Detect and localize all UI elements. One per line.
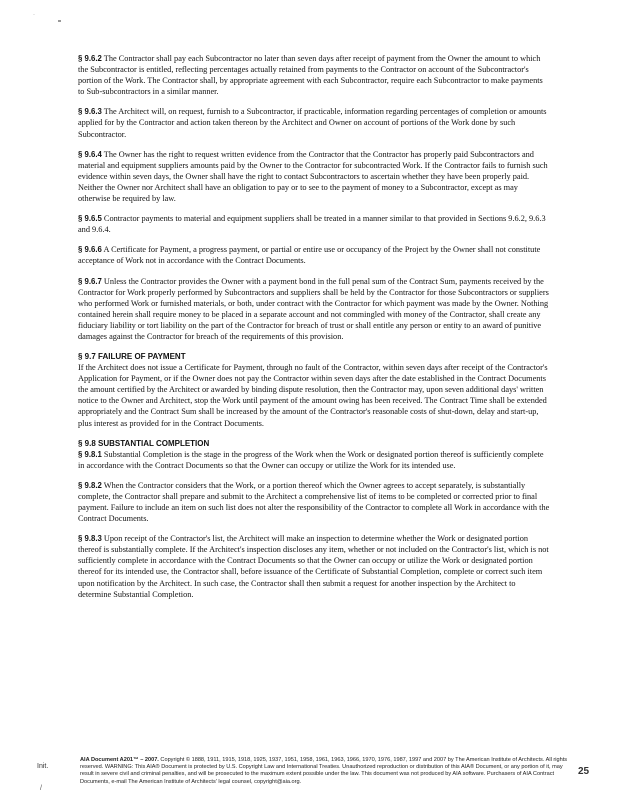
page-number: 25 [578, 766, 590, 777]
footer-text: Copyright © 1888, 1911, 1915, 1918, 1925, 1937, 1951, 1958, 1961, 1963, 1966, 1970, 1976, 1987, 1997 and 2007 by The American Institute of Architects. All rights reserved. WARNING: This AIA® Document is protected by U.S. Copyright Law and International Treaties. Unauthorized reproduction or distribution of this AIA® Document, or any portion of it, may result in severe civil and criminal penalties, and will be prosecuted to the maximum extent possible under the law. This document was not produced by AIA software. Purchasers of AIA Contract Documents, e-mail The American Institute of Architects' legal counsel, copyright@aia.org. [80, 757, 568, 785]
heading-failure-of-payment: § 9.7 FAILURE OF PAYMENT [78, 352, 186, 362]
section-number: § 9.6.6 [78, 245, 102, 255]
section-9-7-text: If the Architect does not issue a Certificate for Payment, through no fault of the Contractor, within seven days after receipt of the Contractor's Application for Payment, or if the Owner does not pay the Contractor within seven days after the date established in the Contract Documents the amount certified by the Architect or awarded by binding dispute resolution, then the Contractor may, upon seven additional days' written notice to the Owner and Architect, stop the Work until payment of the amount owing has been received. The Contract Time shall be extended appropriately and the Contract Sum shall be increased by the amount of the Contractor's reasonable costs of shut-down, delay and start-up, plus interest as provided for in the Contract Documents. [78, 363, 548, 428]
section-9-8-2 [78, 480, 550, 524]
scan-speck [58, 20, 61, 22]
section-text: Unless the Contractor provides the Owner with a payment bond in the full penal sum of the Contract Sum, payments received by the Contractor for Work properly performed by Subcontractors and suppliers shall be held by the Contractor for those Subcontractors or suppliers who performed Work or furnished materials, or both, under contract with the Contractor for which payment was made by the Owner. Nothing contained herein shall require money to be placed in a separate account and not commingled with money of the Contractor, shall create any fiduciary liability or tort liability on the part of the Contractor for breach of trust or shall entitle any person or entity to an award of punitive damages against the Contractor for breach of the requirements of this provision. [78, 276, 549, 341]
section-text: The Owner has the right to request written evidence from the Contractor that the Contractor has properly paid Subcontractors and material and equipment suppliers amounts paid by the Owner to the Contractor for subcontracted Work. If the Contractor fails to furnish such evidence within seven days, the Owner shall have the right to contact Subcontractors to ascertain whether they have been properly paid. Neither the Owner nor Architect shall have an obligation to pay or to see to the payment of money to a Subcontractor, except as may otherwise be required by law. [78, 149, 548, 204]
section-text: When the Contractor considers that the Work, or a portion thereof which the Owner agrees to accept separately, is substantially complete, the Contractor shall prepare and submit to the Architect a comprehensive list of items to be completed or corrected prior to final payment. Failure to include an item on such list does not alter the responsibility of the Contractor to complete all Work in accordance with the Contract Documents. [78, 480, 550, 524]
copyright-footer [80, 757, 572, 786]
initials-label: Init. [37, 763, 49, 770]
section-number: § 9.8.3 [78, 534, 102, 544]
section-text: The Architect will, on request, furnish to a Subcontractor, if practicable, information regarding percentages of completion or amounts applied for by the Contractor and action taken thereon by the Architect and Owner on account of portions of the Work done by such Subcontractor. [78, 107, 547, 139]
section-text: A Certificate for Payment, a progress payment, or partial or entire use or occupancy of the Project by the Owner shall not constitute acceptance of Work not in accordance with the Contract Documents. [78, 245, 541, 266]
section-text: Upon receipt of the Contractor's list, the Architect will make an inspection to determine whether the Work or designated portion thereof is substantially complete. If the Architect's inspection discloses any item, whether or not included on the Contractor's list, which is not sufficiently complete in accordance with the Contract Documents so that the Owner can occupy or utilize the Work or designated portion thereof for its intended use, the Contractor shall, before issuance of the Certificate of Substantial Completion, complete or correct such item upon notification by the Architect. In such case, the Contractor shall then submit a request for another inspection by the Architect to determine Substantial Completion. [78, 534, 549, 599]
footer-document-label: AIA Document A201™ – 2007. [80, 757, 159, 763]
body-text [78, 53, 550, 609]
section-text: Substantial Completion is the stage in the progress of the Work when the Work or designated portion thereof is sufficiently complete in accordance with the Contract Documents so that the Owner can occupy or utilize the Work for its intended use. [78, 449, 544, 470]
section-number: § 9.6.4 [78, 149, 102, 159]
section-9-6-6 [78, 244, 550, 266]
section-9-8-3 [78, 533, 550, 600]
section-9-6-2 [78, 53, 550, 97]
section-text: The Contractor shall pay each Subcontractor no later than seven days after receipt of payment from the Owner the amount to which the Subcontractor is entitled, reflecting percentages actually retained from payments to the Contractor on account of the Subcontractor's portion of the Work. The Contractor shall, by appropriate agreement with each Subcontractor, require each Subcontractor to make payments to Sub-subcontractors in a similar manner. [78, 54, 543, 97]
margin-mark: · [33, 12, 35, 18]
section-number: § 9.6.7 [78, 276, 102, 286]
section-number: § 9.6.2 [78, 54, 102, 63]
section-9-6-7 [78, 276, 550, 343]
section-number: § 9.6.3 [78, 107, 102, 117]
section-text: Contractor payments to material and equipment suppliers shall be treated in a manner similar to that provided in Sections 9.6.2, 9.6.3 and 9.6.4. [78, 214, 546, 235]
section-9-6-4 [78, 149, 550, 204]
section-9-6-3 [78, 106, 550, 139]
margin-tick: / [40, 785, 42, 792]
section-9-6-5 [78, 213, 550, 235]
section-9-8-1 [78, 449, 550, 471]
section-number: § 9.6.5 [78, 214, 102, 224]
section-number: § 9.8.1 [78, 449, 102, 459]
section-number: § 9.8.2 [78, 480, 102, 490]
heading-substantial-completion: § 9.8 SUBSTANTIAL COMPLETION [78, 438, 210, 448]
